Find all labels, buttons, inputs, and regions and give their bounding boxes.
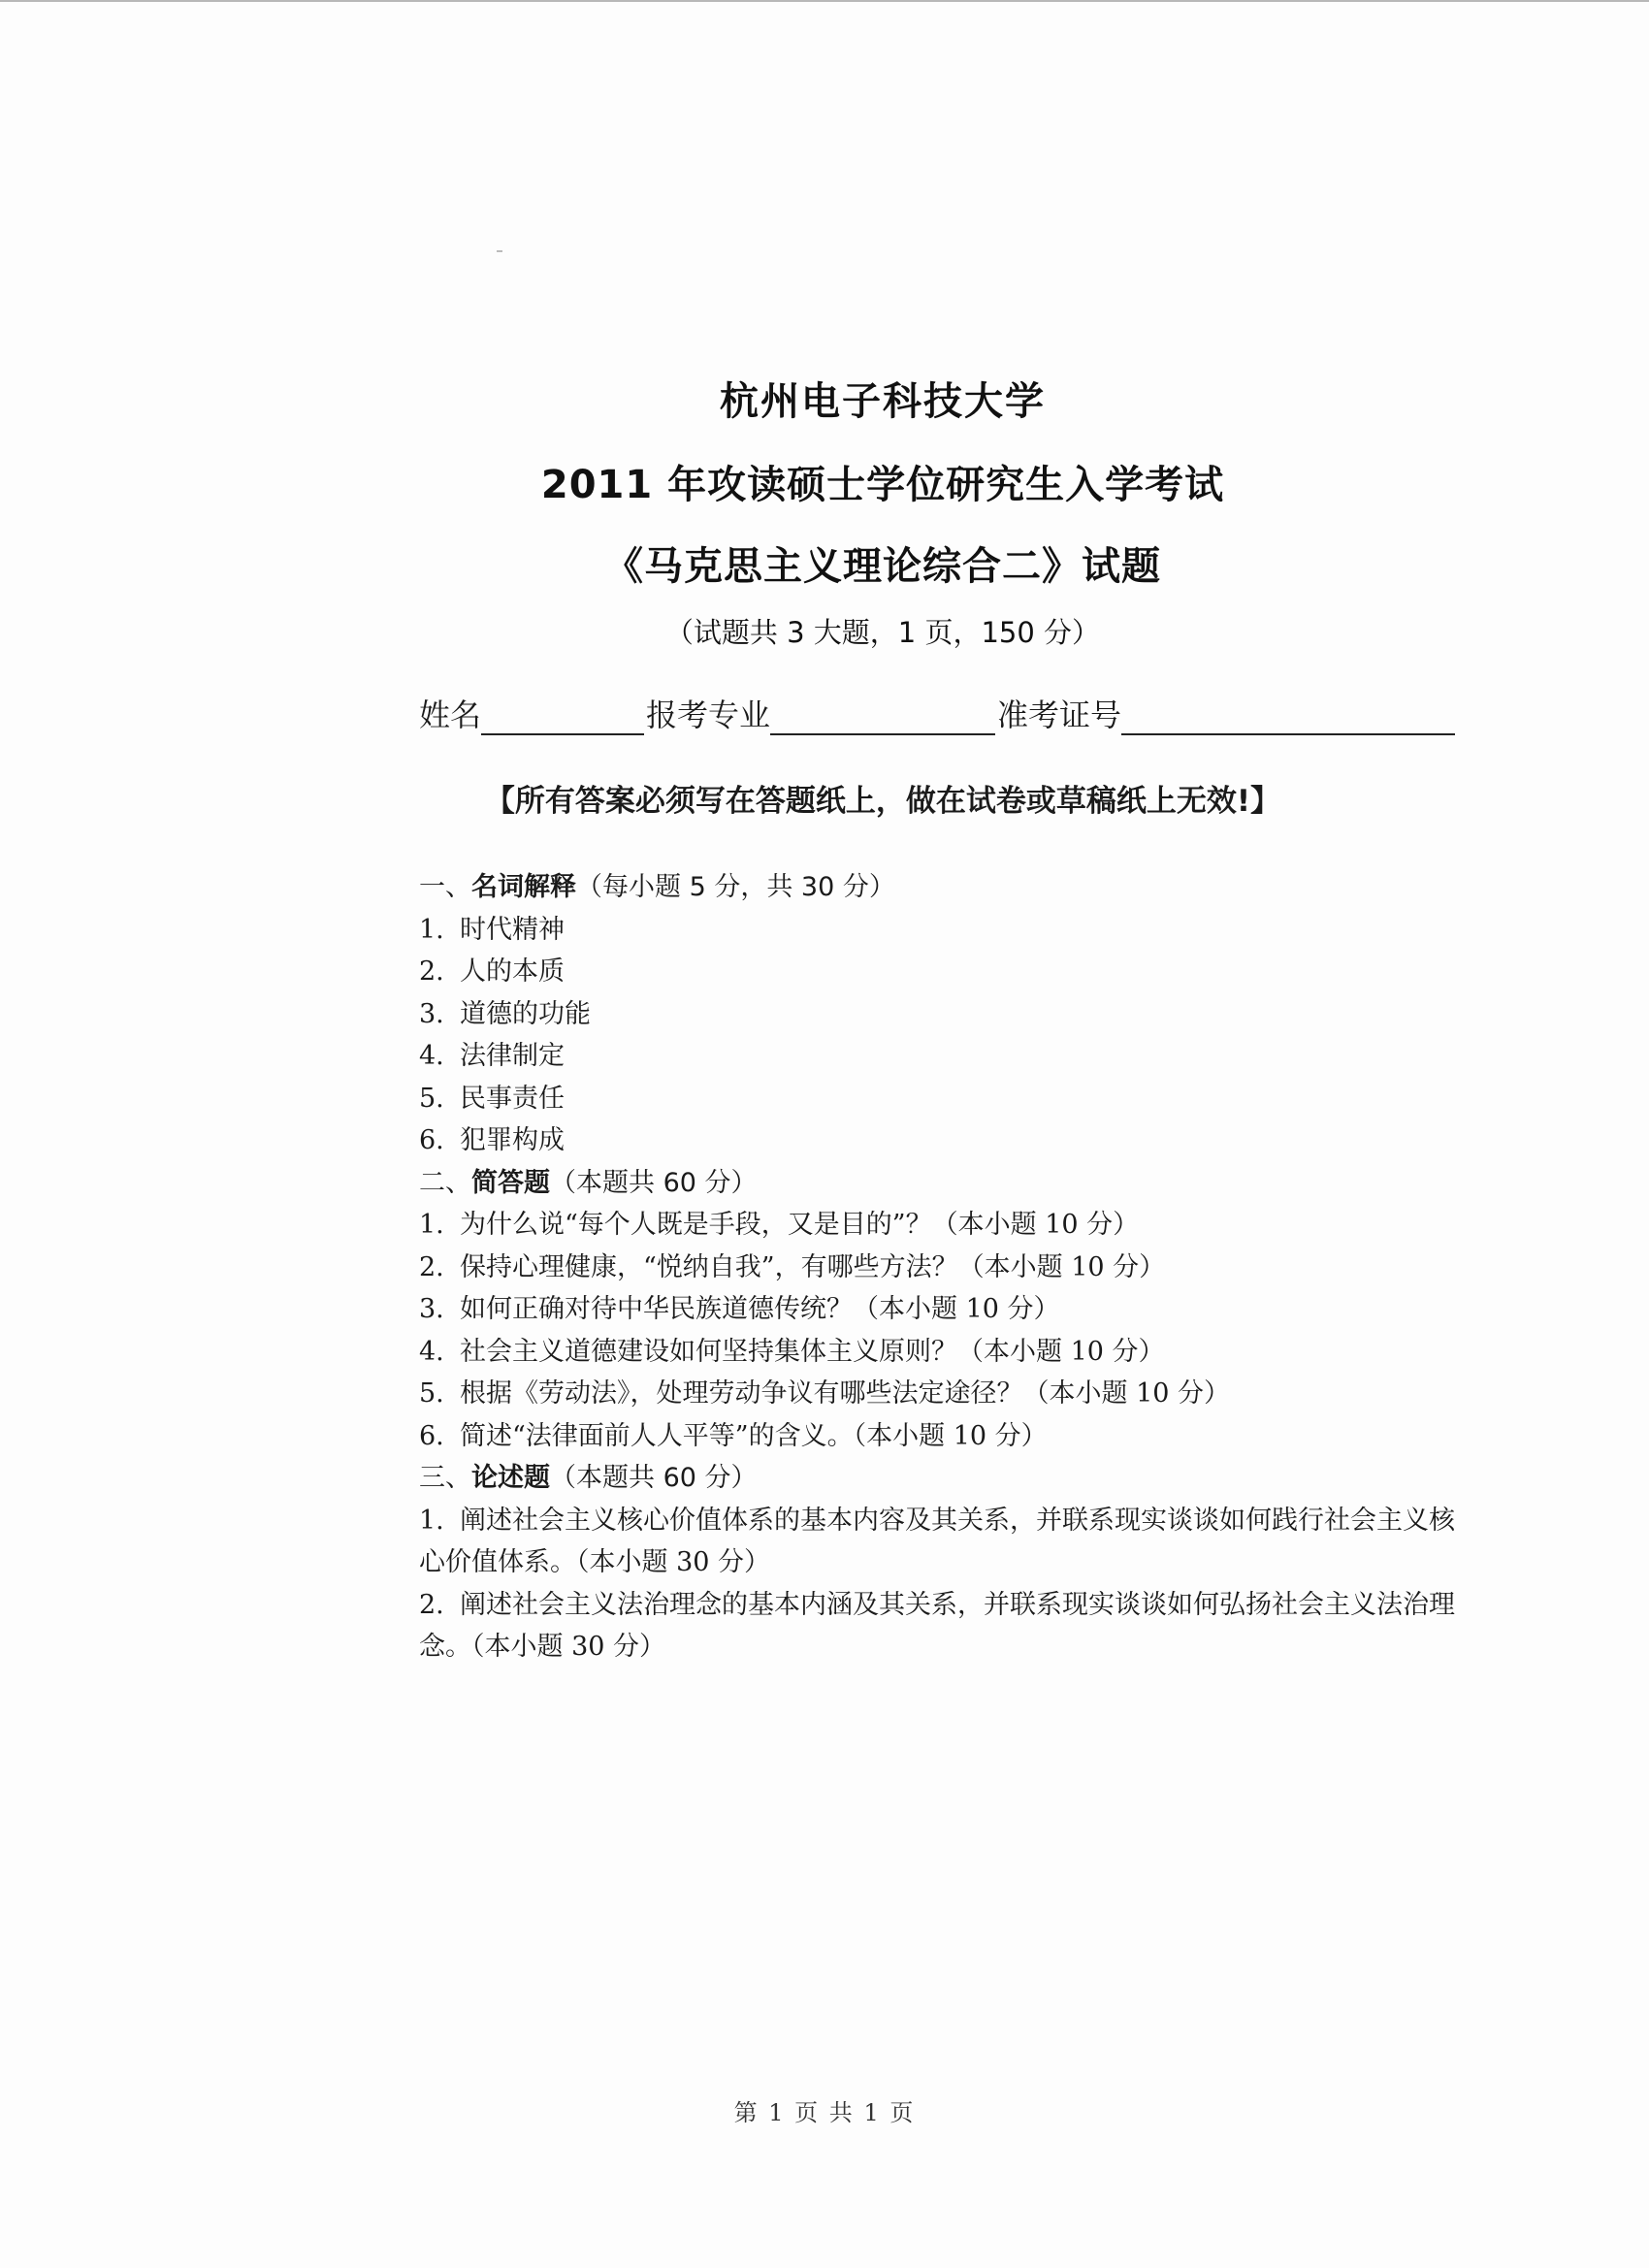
- scan-top-edge: [0, 0, 1649, 2]
- section-main: 名词解释: [471, 872, 576, 902]
- section-suffix: （本题共 60 分）: [550, 1463, 758, 1493]
- university-name: 杭州电子科技大学: [720, 379, 1046, 424]
- list-item: [419, 1119, 1462, 1162]
- list-item: [419, 1204, 1462, 1247]
- page-footer: 第 1 页 共 1 页: [733, 2099, 916, 2126]
- item-number: 1.: [419, 914, 444, 945]
- item-text: 阐述社会主义核心价值体系的基本内容及其关系，并联系现实谈谈如何践行社会主义核心价值体系。（本小题 30 分）: [419, 1505, 1455, 1577]
- item-text: 道德的功能: [460, 998, 591, 1029]
- section-suffix: （本题共 60 分）: [550, 1167, 758, 1198]
- list-item: [419, 1500, 1462, 1584]
- item-text: 为什么说“每个人既是手段，又是目的”？（本小题 10 分）: [460, 1210, 1140, 1240]
- candidate-info-row: [419, 691, 1457, 735]
- scan-speck: [497, 250, 502, 252]
- major-blank[interactable]: [770, 700, 995, 735]
- item-number: 1.: [419, 1505, 444, 1536]
- item-number: 2.: [419, 956, 444, 987]
- exam-note: （试题共 3 大题，1 页，150 分）: [664, 616, 1101, 649]
- item-text: 法律制定: [460, 1041, 565, 1071]
- item-number: 4.: [419, 1336, 444, 1367]
- item-text: 时代精神: [460, 914, 565, 945]
- list-item: [419, 1331, 1462, 1374]
- list-item: [419, 1035, 1462, 1078]
- list-item: [419, 909, 1462, 952]
- item-text: 简述“法律面前人人平等”的含义。（本小题 10 分）: [460, 1420, 1048, 1451]
- name-blank[interactable]: [481, 700, 644, 735]
- item-number: 5.: [419, 1378, 444, 1409]
- list-item: [419, 951, 1462, 993]
- item-number: 3.: [419, 998, 444, 1029]
- section-main: 简答题: [471, 1167, 550, 1198]
- list-item: [419, 1373, 1462, 1415]
- exam-title: 2011 年攻读硕士学位研究生入学考试: [540, 463, 1225, 507]
- major-label: 报考专业: [646, 697, 771, 733]
- section-title: [419, 866, 1462, 909]
- section-prefix: 一、: [419, 872, 471, 902]
- ticket-label: 准考证号: [997, 697, 1122, 733]
- item-text: 犯罪构成: [460, 1125, 565, 1155]
- item-number: 2.: [419, 1251, 444, 1282]
- questions-body: [419, 866, 1462, 1669]
- list-item: [419, 1078, 1462, 1120]
- item-number: 1.: [419, 1210, 444, 1240]
- list-item: [419, 1584, 1462, 1669]
- item-text: 根据《劳动法》，处理劳动争议有哪些法定途径？（本小题 10 分）: [460, 1378, 1231, 1409]
- list-item: [419, 1415, 1462, 1458]
- item-text: 如何正确对待中华民族道德传统？（本小题 10 分）: [460, 1294, 1060, 1324]
- item-number: 5.: [419, 1083, 444, 1114]
- list-item: [419, 1247, 1462, 1289]
- section-title: [419, 1162, 1462, 1205]
- item-text: 保持心理健康，“悦纳自我”，有哪些方法？（本小题 10 分）: [460, 1251, 1166, 1282]
- list-item: [419, 1288, 1462, 1331]
- item-number: 2.: [419, 1589, 444, 1620]
- item-text: 社会主义道德建设如何坚持集体主义原则？（本小题 10 分）: [460, 1336, 1165, 1367]
- subject-title: 《马克思主义理论综合二》试题: [604, 544, 1161, 589]
- item-number: 3.: [419, 1294, 444, 1324]
- name-label: 姓名: [419, 697, 482, 733]
- item-text: 民事责任: [460, 1083, 565, 1114]
- section-suffix: （每小题 5 分，共 30 分）: [576, 872, 895, 902]
- ticket-blank[interactable]: [1121, 700, 1455, 735]
- item-number: 6.: [419, 1125, 444, 1155]
- section-prefix: 二、: [419, 1167, 471, 1198]
- item-number: 6.: [419, 1420, 444, 1451]
- answer-warning: 【所有答案必须写在答题纸上，做在试卷或草稿纸上无效!】: [484, 784, 1281, 819]
- section-main: 论述题: [471, 1463, 550, 1493]
- list-item: [419, 993, 1462, 1036]
- section-prefix: 三、: [419, 1463, 471, 1493]
- item-text: 人的本质: [460, 956, 565, 987]
- item-text: 阐述社会主义法治理念的基本内涵及其关系，并联系现实谈谈如何弘扬社会主义法治理念。（本小题 30 分）: [419, 1589, 1455, 1662]
- item-number: 4.: [419, 1041, 444, 1071]
- section-title: [419, 1457, 1462, 1500]
